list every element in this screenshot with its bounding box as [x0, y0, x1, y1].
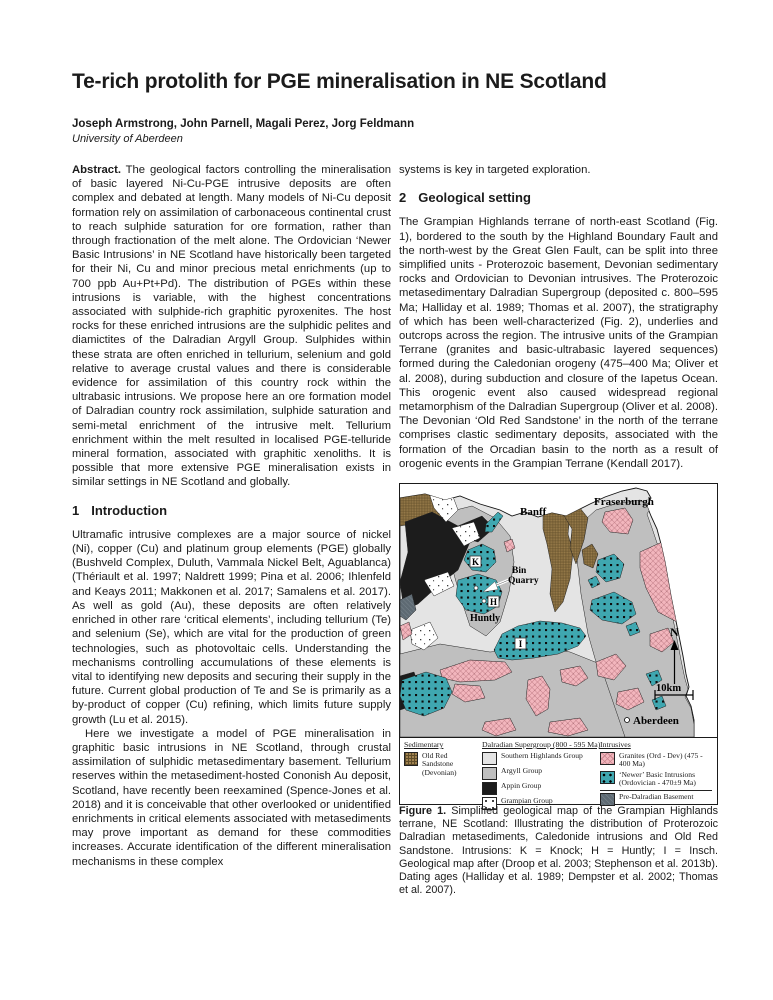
appin-swatch [482, 782, 497, 795]
legend-header-dalradian: Dalradian Supergroup (800 - 595 Ma) [482, 740, 601, 750]
quarry-marker-2 [482, 599, 486, 603]
paper-affiliation: University of Aberdeen [72, 133, 183, 145]
legend-item-argyll [482, 767, 600, 780]
legend-item-newer [600, 771, 712, 791]
shg-swatch [482, 752, 497, 765]
section-number: 1 [72, 502, 80, 518]
abstract-paragraph [72, 163, 391, 490]
geology-paragraph-1: The Grampian Highlands terrane of north-east Scotland (Fig. 1), bordered to the south by the Highland Boundary Fault and the north-west by the Great Glen Fault, can be split into three simplified units - Proterozoic basement, Devonian sedimentary rocks and Ordovician to Devonian intrusives. The Proterozoic metasedimentary Dalradian Supergroup (deposited c. 800–595 Ma; Halliday et al. 1989; Thomas et al. 2007), the stratigraphy of which has been well-characterized (Fig. 2), underlies and outcrops across the region. The intrusive units of the Grampian Terrane (granites and basic-ultrabasic layered sequences) formed during the Caledonian orogeny (475–400 Ma; Oliver et al. 2008), during subduction and closure of the Iapetus Ocean. This orogenic event also caused widespread regional metamorphism of the Dalradian Supergroup (Oliver et al. 2008). The Devonian ‘Old Red Sandstone’ in the north of the terrane comprises clastic sedimentary deposits, associated with the formation of the Orcadian basin to the north as a result of orogenic events in the Grampian Terrane (Kendall 2017). [399, 216, 718, 470]
granite-swatch [600, 752, 615, 765]
map-label-quarry: Quarry [508, 576, 539, 587]
legend-item-appin [482, 782, 600, 795]
figure-caption-text: Simplified geological map of the Grampian Highlands terrane, NE Scotland: Illustrating the distribution of Proterozoic Dalradian metasediments, Caledonide intrusions and Old Red Sandstone. Intrusions: K = Knock; H = Huntly; I = Insch. Geological map after (Droop et al. 2003; Stephenson et al. 2013b). Dating ages (Halliday et al. 1989; Dempster et al. 2002; Thomas et al. 2007). [399, 805, 718, 897]
legend-col-intrusives [600, 741, 712, 801]
legend-item-shg [482, 752, 600, 765]
ors-label: Old Red Sandstone (Devonian) [422, 750, 457, 777]
figure-caption-label: Figure 1. [399, 805, 447, 818]
figure-caption [399, 805, 718, 897]
legend-header-intrusives: Intrusives [600, 740, 631, 750]
legend-item-granites [600, 752, 712, 769]
argyll-label: Argyll Group [501, 765, 542, 775]
map-legend [400, 737, 717, 804]
legend-col-sedimentary [404, 741, 482, 801]
legend-col-dalradian [482, 740, 601, 805]
intro-paragraph-1: Ultramafic intrusive complexes are a major source of nickel (Ni), copper (Cu) and platinum group elements (PGE) globally (Bushveld Complex, Duluth, Vammala Nickel Belt, Aguablanca) (Thériault et al. 1997; Naldrett 1999; Pina et al. 2006; Ihlenfeld and Keays 2011; Makkonen et al. 2017; Samalens et al. 2017). As well as gold (Au), these deposits are often relatively enriched in other rare ‘critical elements’, including tellurium (Te) and selenium (Se), which are vital for the production of green technologies, such as photovoltaic cells. Understanding the mechanisms controlling accumulations of these elements is vital to identifying new deposits and securing their supply in the future. Current global production of Te and Se is primarily as a by-product of copper (Cu) refining, which limits future supply growth (Lu et al. 2015). [72, 528, 391, 726]
map-label-banff: Banff [520, 506, 547, 519]
legend-item-ors [404, 752, 482, 778]
newer-swatch [600, 771, 615, 784]
newer-label: ‘Newer’ Basic Intrusions (Ordovician - 470±9 Ma) [619, 769, 696, 788]
geological-map-svg [400, 484, 715, 737]
section-number: 2 [399, 190, 407, 206]
grampian-label: Grampian Group [501, 795, 553, 805]
intro-paragraph-2: Here we investigate a model of PGE mineralisation in graphitic basic intrusions in NE Scotland, through crustal assimilation of sulphidic metasedimentary basement. Tellurium reserves within the metasediment-hosted Cononish Au deposit, Scotland, have recently been reexamined (Spence-Jones et al. 2018) and it is conceivable that other overlooked or unidentified enrichments in critical elements associated with metasediments may prove important as demand for these commodities increases. Accurate identification of the different mineralisation mechanisms in these complex [72, 727, 391, 868]
section-title: Introduction [91, 502, 168, 518]
section-heading-introduction [72, 504, 391, 518]
quarry-marker-1 [474, 586, 478, 590]
map-label-insch: I [518, 639, 523, 650]
right-column [399, 163, 718, 897]
shg-label: Southern Highlands Group [501, 750, 583, 760]
section-heading-geological-setting [399, 191, 718, 205]
map-label-aberdeen: Aberdeen [633, 715, 679, 728]
argyll-swatch [482, 767, 497, 780]
paper-title: Te-rich protolith for PGE mineralisation in NE Scotland [72, 70, 607, 93]
map-label-fraserburgh: Fraserburgh [594, 496, 654, 509]
figure-1 [399, 483, 718, 805]
geological-map [400, 484, 717, 737]
appin-label: Appin Group [501, 780, 542, 790]
column-continuation-text: systems is key in targeted exploration. [399, 164, 591, 176]
map-scale-label: 10km [656, 683, 682, 695]
legend-header-sedimentary: Sedimentary [404, 740, 444, 750]
left-column [72, 163, 391, 869]
map-label-knock: K [471, 557, 480, 568]
map-label-north: N [670, 625, 679, 640]
abstract-text: The geological factors controlling the mineralisation of basic layered Ni-Cu-PGE intrusive deposits are often complex and debated at length. Many models of Ni-Cu deposit formation rely on assimilation of carbonaceous continental crust to reach sulphide saturation for ore formation, rather than through fractionation of the melt alone. The Ordovician ‘Newer Basic Intrusions’ in NE Scotland have historically been targeted for their Ni, Cu and minor precious metal enrichments (up to 700 ppb Au+Pt+Pd). The distribution of PGEs within these intrusions is variable, with the highest concentrations associated with sulphide-rich graphitic pyroxenites. The host rocks for these enriched intrusions are the sulphidic pelites and diamictites of the Dalradian Argyll Group. Sulphides within these strata are often enriched in tellurium, selenium and gold relative to average crustal values and there is considerable evidence for assimilation of this country rock within the ultrabasic intrusions. We propose here an ore formation model of Dalradian country rock assimilation, sulphide saturation and semi-metal enrichment of the intrusive melt. Tellurium enrichment within the melt resulted in localised PGE-telluride mineral formation, associated with graphitic xenoliths. It is possible that more extensive PGE mineralisation exists in similar settings in NE Scotland and globally. [72, 164, 392, 489]
section-title: Geological setting [418, 190, 531, 206]
basement-label: Pre-Dalradian Basement [619, 792, 694, 802]
ors-swatch [404, 752, 418, 766]
abstract-label: Abstract. [72, 164, 121, 176]
map-label-bin: Bin [512, 566, 527, 577]
map-label-huntly-box: H [489, 597, 498, 608]
granites-label: Granites (Ord - Dev) (475 - 400 Ma) [619, 750, 703, 769]
map-label-huntly: Huntly [470, 613, 501, 625]
aberdeen-marker [625, 718, 630, 723]
paper-authors: Joseph Armstrong, John Parnell, Magali Perez, Jorg Feldmann [72, 118, 415, 130]
